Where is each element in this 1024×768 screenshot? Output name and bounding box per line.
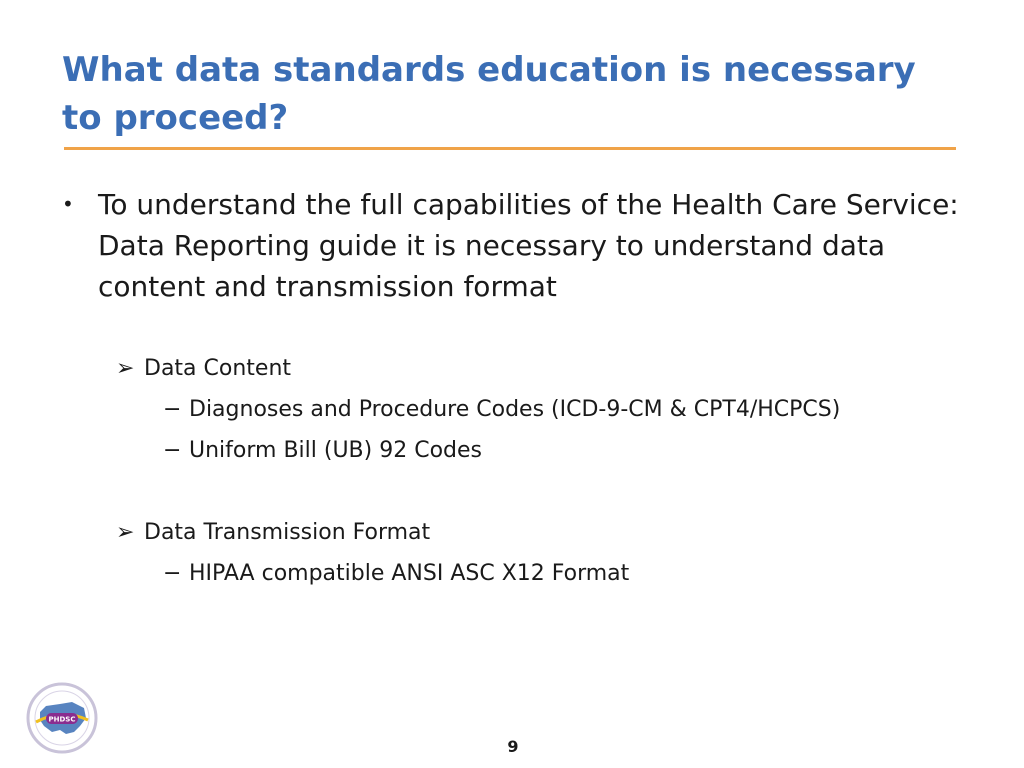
section-heading-data-content <box>116 348 962 389</box>
phdsc-seal-logo-icon <box>26 682 98 754</box>
section-heading-data-transmission-format <box>116 512 962 553</box>
slide-title: What data standards education is necessary to proceed? <box>62 50 916 138</box>
arrow-bullet-icon: ➢ <box>116 520 135 545</box>
slide-body <box>62 184 962 594</box>
dash-bullet-icon: − <box>163 397 182 422</box>
list-item-text: HIPAA compatible ANSI ASC X12 Format <box>189 561 630 586</box>
bullet-dot-icon: • <box>62 192 74 216</box>
main-bullet-text: To understand the full capabilities of the Health Care Service: Data Reporting guide it is necessary to understand data content and transmission format <box>98 188 959 303</box>
list-item-text: Diagnoses and Procedure Codes (ICD-9-CM & CPT4/HCPCS) <box>189 397 841 422</box>
dash-bullet-icon: − <box>163 438 182 463</box>
list-item <box>163 430 962 471</box>
main-bullet <box>62 184 962 307</box>
list-item <box>163 389 962 430</box>
list-item <box>163 553 962 594</box>
list-item-text: Uniform Bill (UB) 92 Codes <box>189 438 482 463</box>
title-divider <box>64 147 956 150</box>
logo-badge-text: PHDSC <box>48 715 76 724</box>
arrow-bullet-icon: ➢ <box>116 356 135 381</box>
section-heading-text: Data Content <box>144 356 292 381</box>
page-number: 9 <box>507 737 519 756</box>
section-heading-text: Data Transmission Format <box>144 520 431 545</box>
dash-bullet-icon: − <box>163 561 182 586</box>
